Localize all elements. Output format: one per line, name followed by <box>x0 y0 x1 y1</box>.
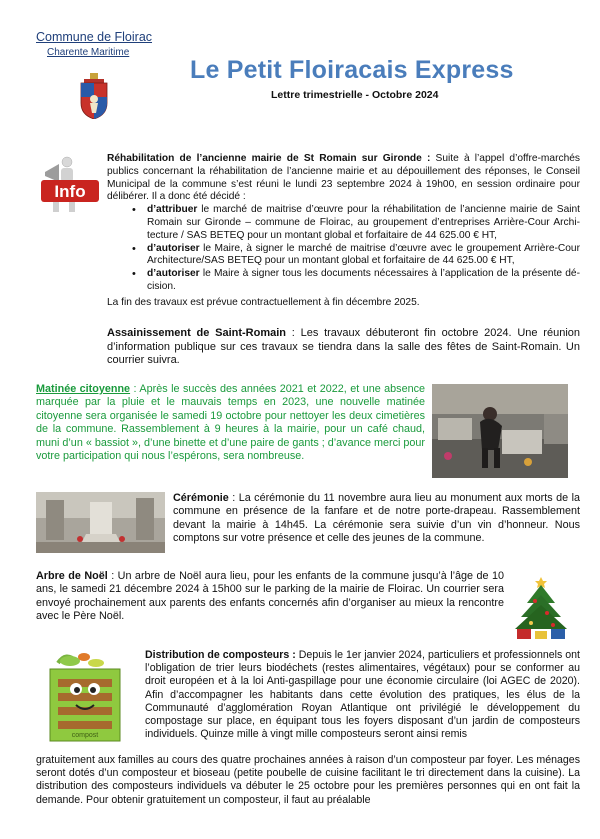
noel-heading: Arbre de Noël <box>36 570 108 582</box>
matinee-heading: Matinée citoyenne <box>36 383 131 395</box>
list-item <box>147 204 580 242</box>
section-mairie <box>107 153 580 310</box>
bullet-text: le Maire, à signer le marché de maitrise d’œuvre avec le groupement Arrière-Cour Architecture/SAS BETEQ pour un montant global et forfaitaire de 44 625.00 € HT, <box>147 242 580 267</box>
list-item <box>147 268 580 294</box>
cemetery-cleanup-photo <box>432 384 568 478</box>
section-matinee <box>36 383 425 463</box>
christmas-tree-icon <box>513 575 570 640</box>
composteurs-body-side: Depuis le 1er janvier 2024, particuliers et professionnels ont l’obligation de trier leurs biodéchets (restes alimentaires, végétaux) pour se conformer au droit européen et à la loi Anti-gaspillage pour une économie circulaire (loi AGEC de 2020). Afin d’accompagner les habitants dans cette évolution des pratiques, les élus de la Communauté d’agglomération Royan Atlantique ont privilégié le développement du compostage sur place, en équipant tous les foyers disposant d’un jardin de composteurs individuels. Quinze mille à vingt mille composteurs seront ainsi remis <box>145 649 580 741</box>
bullet-verb: d’attribuer <box>147 204 198 216</box>
bullet-verb: d’autoriser <box>147 242 200 254</box>
list-item <box>147 243 580 269</box>
mairie-end-note: La fin des travaux est prévue contractuellement à fin décembre 2025. <box>107 296 420 308</box>
newsletter-title: Le Petit Floiracais Express <box>190 56 514 84</box>
mairie-intro: Suite à l’appel d’offre-marchés publics concernant la réhabilitation de l’ancienne mairie et au dépouillement des réponses, le Conseil Municipal de la commune s’est réuni le lundi 23 septembre 2024 à 19h00, en session ordinaire pour délibérer. Il a donc été décidé : <box>107 153 580 203</box>
mairie-decision-list <box>107 204 580 294</box>
newsletter-subtitle: Lettre trimestrielle - Octobre 2024 <box>271 89 439 101</box>
bullet-text: le Maire à signer tous les documents nécessaires à l’application de la présente décision. <box>147 268 580 292</box>
commune-name[interactable]: Commune de Floirac <box>36 30 153 44</box>
composteurs-heading: Distribution de composteurs : <box>145 649 296 661</box>
assainissement-heading: Assainissement de Saint-Romain <box>107 327 287 339</box>
ceremonie-body: : La cérémonie du 11 novembre aura lieu au monument aux morts de la commune en présence de la fanfare et de notre porte-drapeau. Rassemblement devant la mairie à 14h45. La cérémonie sera suivie d’un vin d’honneur. Nous comptons sur votre présence et celle des jeunes de la commune. <box>173 492 580 545</box>
ceremonie-heading: Cérémonie <box>173 492 229 504</box>
noel-body: : Un arbre de Noël aura lieu, pour les enfants de la commune jusqu’à l’âge de 10 ans, le samedi 21 décembre 2024 à 15h00 sur le parking de la mairie de Floirac. Un courrier sera envoyé prochainement aux parents des enfants concernés afin d’organiser au mieux la rencontre avec le Père Noël. <box>36 570 504 623</box>
info-label: Info <box>54 182 86 201</box>
region-name[interactable]: Charente Maritime <box>47 47 130 58</box>
section-ceremonie <box>173 492 580 546</box>
bullet-text: le marché de maitrise d’œuvre pour la réhabilitation de l’ancienne mairie de Saint Romain sur Gironde – commune de Floirac, au groupement d’entreprises Arrière-Cour Architecture / SAS BETEQ pour un montant global et forfaitaire de 44 625.00 € HT, <box>147 204 580 241</box>
section-noel <box>36 570 504 624</box>
coat-of-arms-icon <box>80 73 108 119</box>
mairie-paragraph <box>107 153 580 204</box>
war-memorial-photo <box>36 492 165 553</box>
composter-label: compost <box>71 732 99 739</box>
info-illustration <box>39 152 101 214</box>
composter-illustration <box>36 649 134 747</box>
mairie-heading: Réhabilitation de l’ancienne mairie de St Romain sur Gironde : <box>107 153 431 164</box>
bullet-verb: d’autoriser <box>147 268 200 280</box>
section-composteurs-continued <box>36 754 580 807</box>
assainissement-body: : Les travaux débuteront fin octobre 2024. Une réunion d’information publique sur ces travaux se tiendra dans la salle des fêtes de Saint-Romain. Un courrier suivra. <box>107 327 580 367</box>
section-assainissement <box>107 327 580 368</box>
composteurs-body-full: gratuitement aux familles au cours des quatre prochaines années à raison d’un composteur par foyer. Les ménages seront dotés d’un composteur et bioseau (petite poubelle de cuisine facilitant le tri directement dans la cuisine). La distribution des composteurs individuels va débuter le 25 octobre pour les premières personnes qui en ont fait la demande. Pour obtenir gratuitement un composteur, il faut au préalable <box>36 754 580 806</box>
matinee-body: : Après le succès des années 2021 et 2022, et une absence marquée par la pluie et le mauvais temps en 2023, une nouvelle matinée citoyenne sera organisée le samedi 19 octobre pour nettoyer les deux cimetières de la commune. Rassemblement à 9 heures à la mairie, pour un café chaud, muni d’un « bassiot », d’une binette et d’une paire de gants ; d’avance merci pour votre participation qui nous l’espérons, sera nombreuse. <box>36 383 425 463</box>
section-composteurs <box>145 649 580 741</box>
